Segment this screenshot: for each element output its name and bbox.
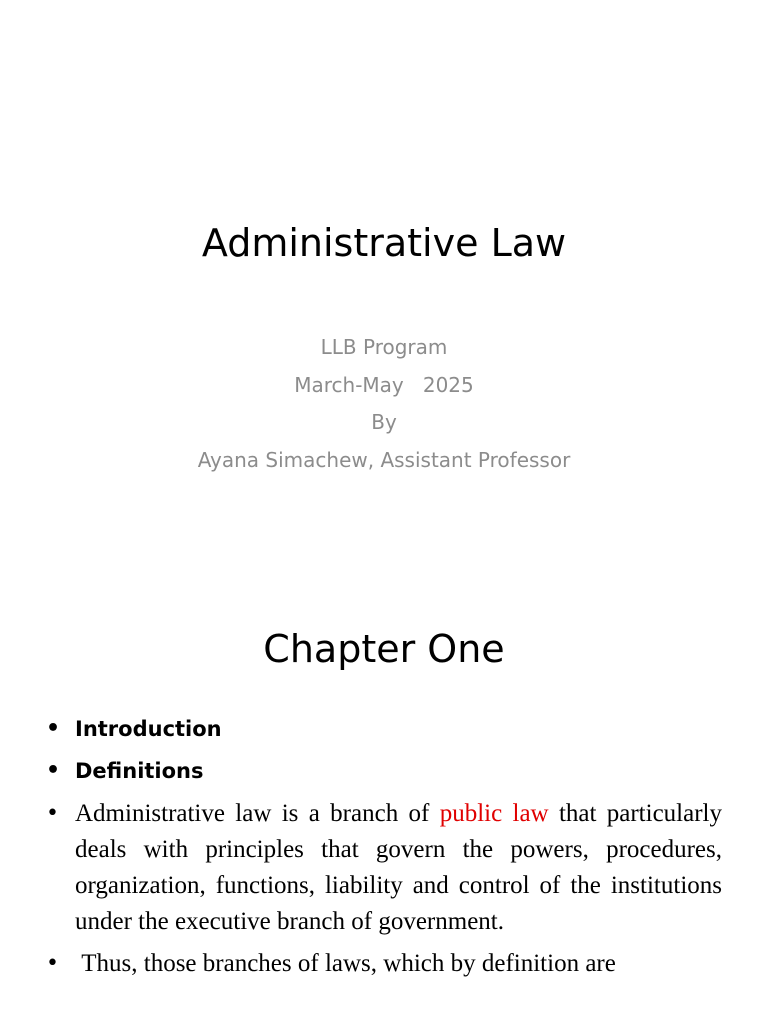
date-line: March-May 2025 <box>294 372 474 397</box>
bullet-icon: • <box>46 801 59 826</box>
bullet-icon: • <box>46 758 61 783</box>
definition-text-end: that particularly deals with principles that govern the powers, procedures, organization, functions, liability and control of the institutions under the executive branch of government. <box>75 800 722 935</box>
list-item <box>46 946 722 982</box>
by-line: By <box>371 410 397 434</box>
program-line: LLB Program <box>320 335 448 359</box>
public-law-highlight: public law <box>439 800 549 827</box>
list-item <box>46 754 722 796</box>
subtitle-block <box>0 329 768 479</box>
continuation-text: Thus, those branches of laws, which by definition are <box>75 950 616 977</box>
presentation-title: Administrative Law <box>201 221 567 265</box>
chapter-title: Chapter One <box>263 627 505 671</box>
author-line: Ayana Simachew, Assistant Professor <box>197 447 571 472</box>
bullet-text-definitions: Definitions <box>75 759 204 783</box>
bullet-list <box>46 712 722 988</box>
definition-text-start: Administrative law is a branch of <box>75 800 440 827</box>
bullet-icon: • <box>46 716 61 741</box>
list-item <box>46 796 722 940</box>
bullet-text-introduction: Introduction <box>75 717 222 741</box>
list-item <box>46 712 722 754</box>
content-slide <box>0 560 768 1024</box>
bullet-icon: • <box>46 951 59 976</box>
